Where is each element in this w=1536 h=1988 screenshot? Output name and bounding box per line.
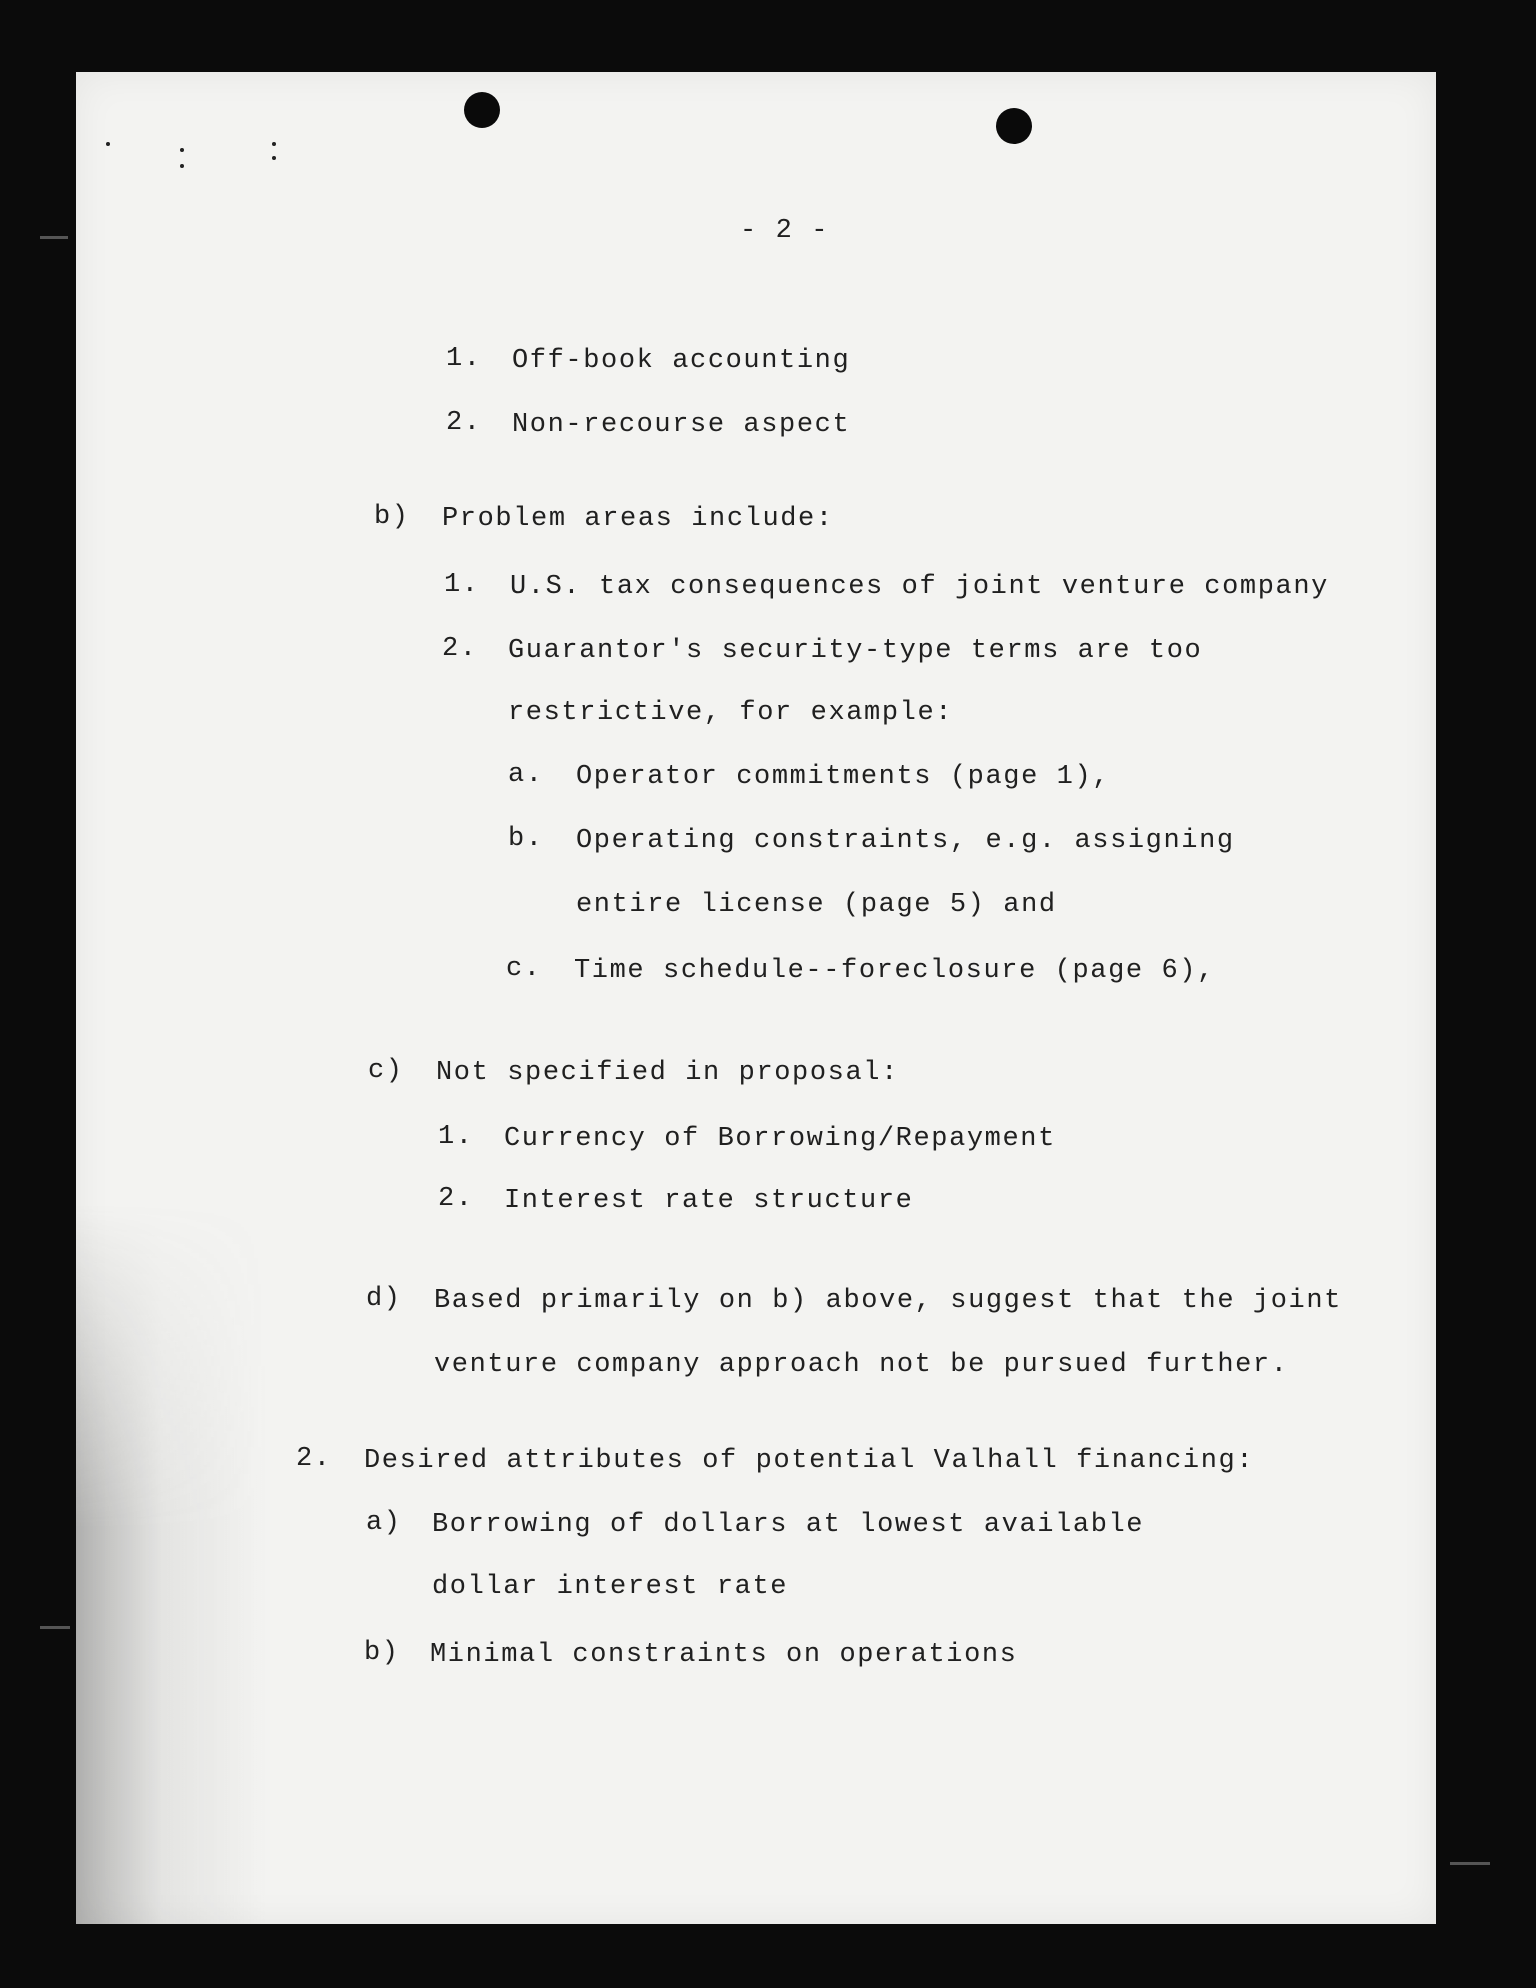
- page-number: - 2 -: [740, 216, 830, 246]
- scan-edge-mark: [1450, 1862, 1490, 1865]
- list-item-text: Borrowing of dollars at lowest available: [432, 1510, 1145, 1540]
- list-marker: 2.: [438, 1184, 474, 1214]
- list-item-continuation: restrictive, for example:: [508, 698, 954, 728]
- document-page: [76, 72, 1436, 1924]
- list-item-text: Non-recourse aspect: [512, 410, 851, 440]
- scan-edge-mark: [40, 1626, 70, 1629]
- list-marker: 2.: [442, 634, 478, 664]
- list-item-text: Time schedule--foreclosure (page 6),: [574, 956, 1215, 986]
- list-marker: 2.: [296, 1444, 332, 1474]
- list-marker: 1.: [438, 1122, 474, 1152]
- list-item-text: Operator commitments (page 1),: [576, 762, 1111, 792]
- scan-speck: [272, 156, 276, 160]
- list-item-text: Currency of Borrowing/Repayment: [504, 1124, 1056, 1154]
- list-marker: c): [368, 1056, 404, 1086]
- list-marker: b.: [508, 824, 544, 854]
- scan-speck: [180, 164, 184, 168]
- list-marker: 1.: [446, 344, 482, 374]
- scan-speck: [272, 142, 276, 146]
- list-marker: 1.: [444, 570, 480, 600]
- list-item-continuation: entire license (page 5) and: [576, 890, 1057, 920]
- list-item-text: Interest rate structure: [504, 1186, 914, 1216]
- list-marker: a.: [508, 760, 544, 790]
- list-item-continuation: venture company approach not be pursued further.: [434, 1350, 1289, 1380]
- list-item-text: Operating constraints, e.g. assigning: [576, 826, 1235, 856]
- list-item-text: Based primarily on b) above, suggest that the joint: [434, 1286, 1342, 1316]
- list-marker: c.: [506, 954, 542, 984]
- list-item-text: Guarantor's security-type terms are too: [508, 636, 1203, 666]
- list-item-text: Problem areas include:: [442, 504, 834, 534]
- list-item-text: Minimal constraints on operations: [430, 1640, 1018, 1670]
- list-marker: b): [374, 502, 410, 532]
- list-item-text: U.S. tax consequences of joint venture company: [510, 572, 1329, 602]
- scan-speck: [106, 142, 110, 146]
- list-marker: a): [366, 1508, 402, 1538]
- list-marker: 2.: [446, 408, 482, 438]
- list-item-text: Off-book accounting: [512, 346, 851, 376]
- list-marker: b): [364, 1638, 400, 1668]
- punch-hole-right: [996, 108, 1032, 144]
- scan-edge-mark: [40, 236, 68, 239]
- list-item-continuation: dollar interest rate: [432, 1572, 789, 1602]
- list-marker: d): [366, 1284, 402, 1314]
- list-item-text: Not specified in proposal:: [436, 1058, 899, 1088]
- scan-speck: [180, 148, 184, 152]
- list-item-text: Desired attributes of potential Valhall financing:: [364, 1446, 1255, 1476]
- punch-hole-left: [464, 92, 500, 128]
